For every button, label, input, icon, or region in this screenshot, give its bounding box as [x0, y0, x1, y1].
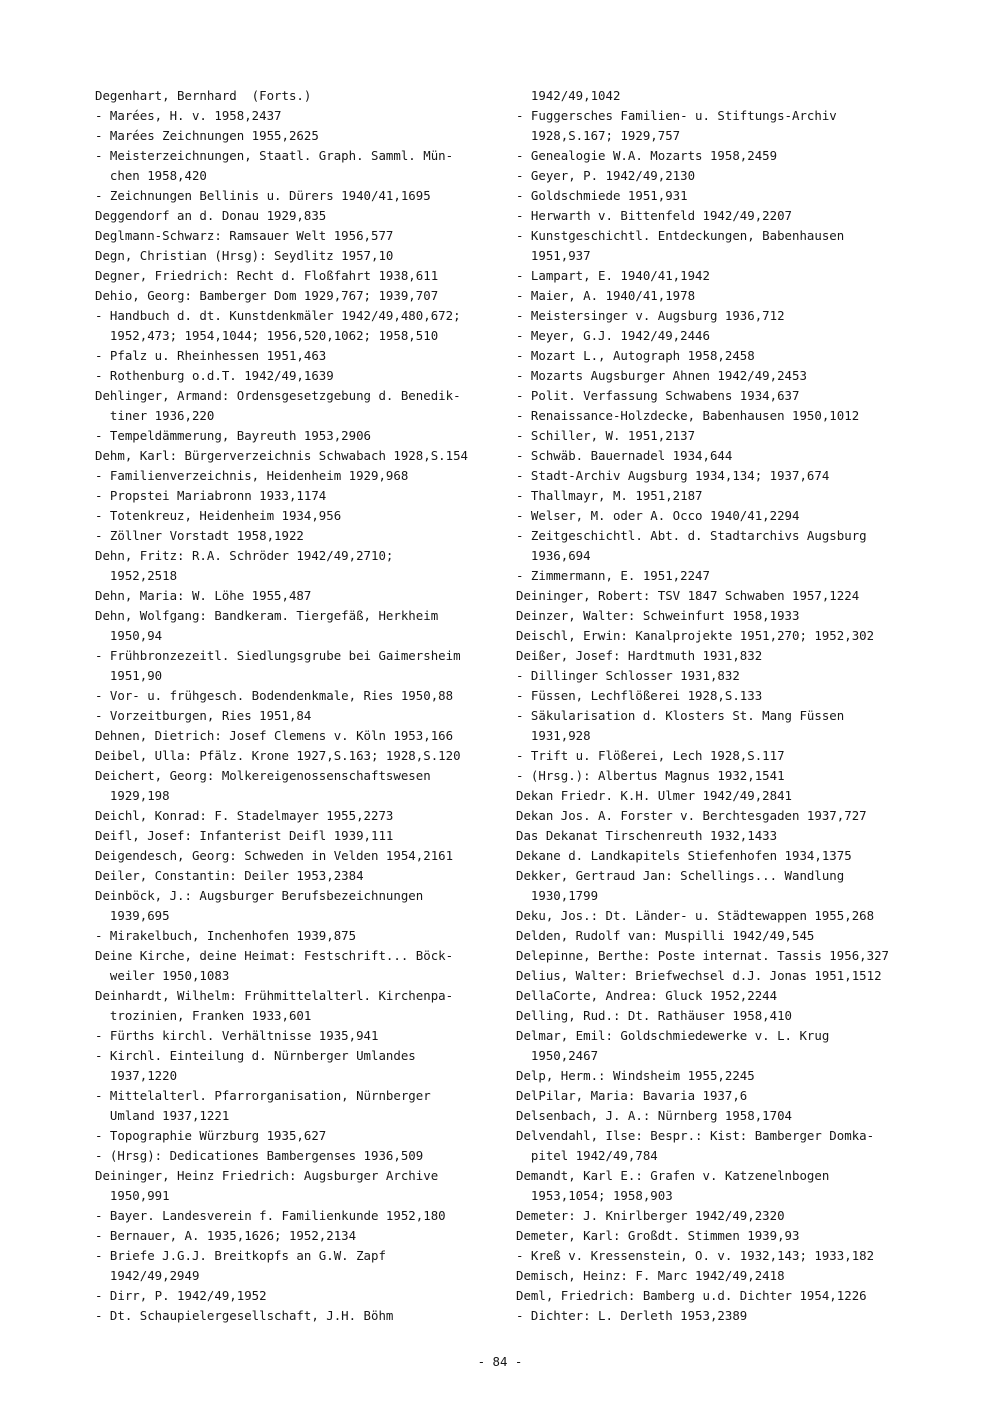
index-entry-line: - Mozart L., Autograph 1958,2458	[516, 348, 755, 363]
index-entry-line: Deinböck, J.: Augsburger Berufsbezeichnungen	[95, 888, 424, 903]
index-entry-line: Delling, Rud.: Dt. Rathäuser 1958,410	[516, 1008, 793, 1023]
index-entry-line: - Vor- u. frühgesch. Bodendenkmale, Ries 1950,88	[95, 688, 454, 703]
index-entry-line: Deininger, Heinz Friedrich: Augsburger Archive	[95, 1168, 439, 1183]
page-number: - 84 -	[477, 1354, 523, 1369]
index-entry-line: Delp, Herm.: Windsheim 1955,2245	[516, 1068, 755, 1083]
index-entry-line: 1928,S.167; 1929,757	[516, 128, 681, 143]
index-entry-line: - Bernauer, A. 1935,1626; 1952,2134	[95, 1228, 357, 1243]
index-entry-line: - Rothenburg o.d.T. 1942/49,1639	[95, 368, 334, 383]
index-entry-line: - Herwarth v. Bittenfeld 1942/49,2207	[516, 208, 793, 223]
index-entry-line: 1930,1799	[516, 888, 599, 903]
index-entry-line: Dekker, Gertraud Jan: Schellings... Wandlung	[516, 868, 845, 883]
index-entry-line: Dekane d. Landkapitels Stiefenhofen 1934,1375	[516, 848, 852, 863]
index-entry-line: Delvendahl, Ilse: Bespr.: Kist: Bamberger Domka-	[516, 1128, 875, 1143]
index-entry-line: - Maier, A. 1940/41,1978	[516, 288, 696, 303]
index-entry-line: - Briefe J.G.J. Breitkopfs an G.W. Zapf	[95, 1248, 386, 1263]
index-entry-line: Deigendesch, Georg: Schweden in Velden 1954,2161	[95, 848, 454, 863]
index-entry-line: Dehn, Maria: W. Löhe 1955,487	[95, 588, 312, 603]
index-entry-line: Degner, Friedrich: Recht d. Floßfahrt 1938,611	[95, 268, 439, 283]
index-entry-line: - Familienverzeichnis, Heidenheim 1929,968	[95, 468, 409, 483]
index-entry-line: Deischl, Erwin: Kanalprojekte 1951,270; 1952,302	[516, 628, 875, 643]
index-entry-line: 1952,2518	[95, 568, 178, 583]
index-entry-line: Demisch, Heinz: F. Marc 1942/49,2418	[516, 1268, 785, 1283]
index-entry-line: Dehlinger, Armand: Ordensgesetzgebung d. Benedik-	[95, 388, 461, 403]
index-entry-line: Dehnen, Dietrich: Josef Clemens v. Köln 1953,166	[95, 728, 454, 743]
index-entry-line: 1931,928	[516, 728, 591, 743]
index-entry-line: Das Dekanat Tirschenreuth 1932,1433	[516, 828, 778, 843]
index-entry-line: - Topographie Würzburg 1935,627	[95, 1128, 327, 1143]
index-entry-line: Delius, Walter: Briefwechsel d.J. Jonas 1951,1512	[516, 968, 882, 983]
index-entry-line: - Zeichnungen Bellinis u. Dürers 1940/41,1695	[95, 188, 431, 203]
index-entry-line: Umland 1937,1221	[95, 1108, 230, 1123]
index-entry-line: - Genealogie W.A. Mozarts 1958,2459	[516, 148, 778, 163]
index-entry-line: 1950,2467	[516, 1048, 599, 1063]
index-entry-line: - Thallmayr, M. 1951,2187	[516, 488, 703, 503]
index-entry-line: - Kirchl. Einteilung d. Nürnberger Umlandes	[95, 1048, 416, 1063]
index-entry-line: - Kunstgeschichtl. Entdeckungen, Babenhausen	[516, 228, 845, 243]
index-entry-line: 1953,1054; 1958,903	[516, 1188, 673, 1203]
index-entry-line: - Dirr, P. 1942/49,1952	[95, 1288, 267, 1303]
index-entry-line: Delden, Rudolf van: Muspilli 1942/49,545	[516, 928, 815, 943]
index-entry-line: - Marées, H. v. 1958,2437	[95, 108, 282, 123]
index-entry-line: - Lampart, E. 1940/41,1942	[516, 268, 710, 283]
index-entry-line: - Bayer. Landesverein f. Familienkunde 1952,180	[95, 1208, 446, 1223]
index-entry-line: - Schwäb. Bauernadel 1934,644	[516, 448, 733, 463]
index-entry-line: Deichert, Georg: Molkereigenossenschaftswesen	[95, 768, 431, 783]
index-entry-line: - Totenkreuz, Heidenheim 1934,956	[95, 508, 342, 523]
index-entry-line: 1950,991	[95, 1188, 170, 1203]
index-entry-line: 1951,937	[516, 248, 591, 263]
index-entry-line: - Meyer, G.J. 1942/49,2446	[516, 328, 710, 343]
index-entry-line: Delmar, Emil: Goldschmiedewerke v. L. Krug	[516, 1028, 830, 1043]
index-entry-line: - Stadt-Archiv Augsburg 1934,134; 1937,674	[516, 468, 830, 483]
index-entry-line: - Tempeldämmerung, Bayreuth 1953,2906	[95, 428, 372, 443]
index-entry-line: Degenhart, Bernhard (Forts.)	[95, 88, 312, 103]
index-entry-line: chen 1958,420	[95, 168, 207, 183]
index-entry-line: Demeter: J. Knirlberger 1942/49,2320	[516, 1208, 785, 1223]
index-entry-line: - Polit. Verfassung Schwabens 1934,637	[516, 388, 800, 403]
index-entry-line: - Trift u. Flößerei, Lech 1928,S.117	[516, 748, 785, 763]
index-entry-line: - Goldschmiede 1951,931	[516, 188, 688, 203]
index-entry-line: - Welser, M. oder A. Occo 1940/41,2294	[516, 508, 800, 523]
index-entry-line: - Frühbronzezeitl. Siedlungsgrube bei Gaimersheim	[95, 648, 461, 663]
index-entry-line: Deggendorf an d. Donau 1929,835	[95, 208, 327, 223]
index-entry-line: 1936,694	[516, 548, 591, 563]
index-entry-line: 1937,1220	[95, 1068, 178, 1083]
index-entry-line: Deibel, Ulla: Pfälz. Krone 1927,S.163; 1928,S.120	[95, 748, 461, 763]
index-entry-line: Demeter, Karl: Großdt. Stimmen 1939,93	[516, 1228, 800, 1243]
index-entry-line: Deißer, Josef: Hardtmuth 1931,832	[516, 648, 763, 663]
index-entry-line: - Zimmermann, E. 1951,2247	[516, 568, 710, 583]
left-index-column	[95, 86, 500, 1326]
index-entry-line: 1951,90	[95, 668, 163, 683]
index-entry-line: - Säkularisation d. Klosters St. Mang Füssen	[516, 708, 845, 723]
index-entry-line: - Meisterzeichnungen, Staatl. Graph. Samml. Mün-	[95, 148, 454, 163]
index-entry-line: Deifl, Josef: Infanterist Deifl 1939,111	[95, 828, 394, 843]
index-entry-line: - Mirakelbuch, Inchenhofen 1939,875	[95, 928, 357, 943]
index-entry-line: Deku, Jos.: Dt. Länder- u. Städtewappen 1955,268	[516, 908, 875, 923]
index-entry-line: - (Hrsg): Dedicationes Bambergenses 1936,509	[95, 1148, 424, 1163]
index-entry-line: - Renaissance-Holzdecke, Babenhausen 1950,1012	[516, 408, 860, 423]
index-entry-line: Deinhardt, Wilhelm: Frühmittelalterl. Kirchenpa-	[95, 988, 454, 1003]
index-entry-line: Dekan Friedr. K.H. Ulmer 1942/49,2841	[516, 788, 793, 803]
index-entry-line: - Dillinger Schlosser 1931,832	[516, 668, 740, 683]
index-entry-line: - Handbuch d. dt. Kunstdenkmäler 1942/49,480,672;	[95, 308, 461, 323]
index-entry-line: Deglmann-Schwarz: Ramsauer Welt 1956,577	[95, 228, 394, 243]
index-entry-line: 1939,695	[95, 908, 170, 923]
index-entry-line: DelPilar, Maria: Bavaria 1937,6	[516, 1088, 748, 1103]
index-entry-line: pitel 1942/49,784	[516, 1148, 658, 1163]
index-entry-line: - Dichter: L. Derleth 1953,2389	[516, 1308, 748, 1323]
right-index-column	[516, 86, 916, 1326]
index-entry-line: 1929,198	[95, 788, 170, 803]
index-entry-line: DellaCorte, Andrea: Gluck 1952,2244	[516, 988, 778, 1003]
index-entry-line: tiner 1936,220	[95, 408, 215, 423]
index-entry-line: 1942/49,2949	[95, 1268, 200, 1283]
index-entry-line: Delepinne, Berthe: Poste internat. Tassis 1956,327	[516, 948, 889, 963]
index-entry-line: - Füssen, Lechflößerei 1928,S.133	[516, 688, 763, 703]
index-entry-line: Dehn, Wolfgang: Bandkeram. Tiergefäß, Herkheim	[95, 608, 439, 623]
index-entry-line: Degn, Christian (Hrsg): Seydlitz 1957,10	[95, 248, 394, 263]
index-entry-line: - Pfalz u. Rheinhessen 1951,463	[95, 348, 327, 363]
index-entry-line: - Marées Zeichnungen 1955,2625	[95, 128, 319, 143]
index-entry-line: 1952,473; 1954,1044; 1956,520,1062; 1958,510	[95, 328, 439, 343]
index-entry-line: Dekan Jos. A. Forster v. Berchtesgaden 1937,727	[516, 808, 867, 823]
index-entry-line: - Schiller, W. 1951,2137	[516, 428, 696, 443]
index-entry-line: Delsenbach, J. A.: Nürnberg 1958,1704	[516, 1108, 793, 1123]
index-entry-line: 1942/49,1042	[516, 88, 621, 103]
index-entry-line: - Zöllner Vorstadt 1958,1922	[95, 528, 304, 543]
index-entry-line: Deichl, Konrad: F. Stadelmayer 1955,2273	[95, 808, 394, 823]
index-entry-line: Deine Kirche, deine Heimat: Festschrift... Böck-	[95, 948, 454, 963]
index-entry-line: Deiler, Constantin: Deiler 1953,2384	[95, 868, 364, 883]
index-entry-line: Demandt, Karl E.: Grafen v. Katzenelnbogen	[516, 1168, 830, 1183]
index-entry-line: Deml, Friedrich: Bamberg u.d. Dichter 1954,1226	[516, 1288, 867, 1303]
index-entry-line: - Fuggersches Familien- u. Stiftungs-Archiv	[516, 108, 837, 123]
index-entry-line: Deininger, Robert: TSV 1847 Schwaben 1957,1224	[516, 588, 860, 603]
index-entry-line: - Dt. Schaupielergesellschaft, J.H. Böhm	[95, 1308, 394, 1323]
index-entry-line: - Vorzeitburgen, Ries 1951,84	[95, 708, 312, 723]
index-entry-line: - Meistersinger v. Augsburg 1936,712	[516, 308, 785, 323]
index-entry-line: weiler 1950,1083	[95, 968, 230, 983]
index-entry-line: - (Hrsg.): Albertus Magnus 1932,1541	[516, 768, 785, 783]
index-entry-line: Deinzer, Walter: Schweinfurt 1958,1933	[516, 608, 800, 623]
index-entry-line: - Kreß v. Kressenstein, O. v. 1932,143; 1933,182	[516, 1248, 875, 1263]
index-entry-line: - Mittelalterl. Pfarrorganisation, Nürnberger	[95, 1088, 431, 1103]
index-entry-line: Dehn, Fritz: R.A. Schröder 1942/49,2710;	[95, 548, 394, 563]
index-entry-line: - Zeitgeschichtl. Abt. d. Stadtarchivs Augsburg	[516, 528, 867, 543]
index-entry-line: - Propstei Mariabronn 1933,1174	[95, 488, 327, 503]
index-entry-line: 1950,94	[95, 628, 163, 643]
index-entry-line: Dehm, Karl: Bürgerverzeichnis Schwabach 1928,S.154	[95, 448, 468, 463]
index-entry-line: - Fürths kirchl. Verhältnisse 1935,941	[95, 1028, 379, 1043]
index-entry-line: Dehio, Georg: Bamberger Dom 1929,767; 1939,707	[95, 288, 439, 303]
index-entry-line: trozinien, Franken 1933,601	[95, 1008, 312, 1023]
index-entry-line: - Mozarts Augsburger Ahnen 1942/49,2453	[516, 368, 807, 383]
index-entry-line: - Geyer, P. 1942/49,2130	[516, 168, 696, 183]
